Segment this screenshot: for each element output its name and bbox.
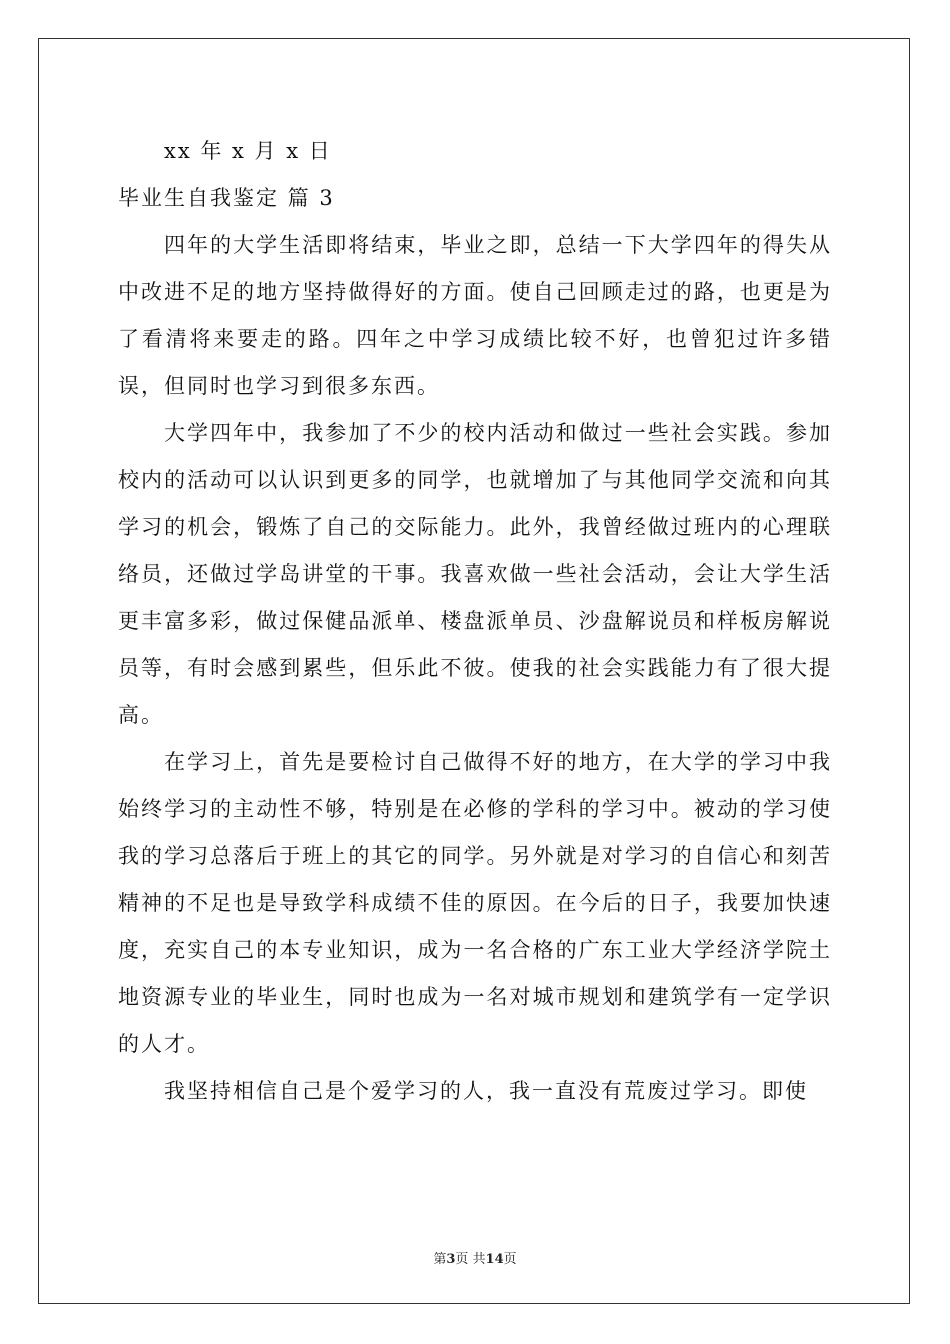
paragraph-4: 我坚持相信自己是个爱学习的人，我一直没有荒废过学习。即使 <box>164 1079 808 1103</box>
footer-current-page: 3 <box>446 1252 456 1267</box>
footer-total-pages: 14 <box>485 1252 504 1267</box>
page-footer <box>0 1248 950 1267</box>
section-title: 毕业生自我鉴定 篇 3 <box>118 186 335 210</box>
footer-prefix: 第 <box>433 1252 447 1267</box>
footer-middle: 页 共 <box>455 1252 486 1267</box>
document-body <box>118 128 832 1115</box>
paragraph-2: 大学四年中，我参加了不少的校内活动和做过一些社会实践。参加校内的活动可以认识到更多的同学，也就增加了与其他同学交流和向其学习的机会，锻炼了自己的交际能力。此外，我曾经做过班内的心理联络员，还做过学岛讲堂的干事。我喜欢做一些社会活动，会让大学生活更丰富多彩，做过保健品派单、楼盘派单员、沙盘解说员和样板房解说员等，有时会感到累些，但乐此不彼。使我的社会实践能力有了很大提高。 <box>118 421 832 727</box>
paragraph-1: 四年的大学生活即将结束，毕业之即，总结一下大学四年的得失从中改进不足的地方坚持做得好的方面。使自己回顾走过的路，也更是为了看清将来要走的路。四年之中学习成绩比较不好，也曾犯过许多错误，但同时也学习到很多东西。 <box>118 233 832 398</box>
date-line: xx 年 x 月 x 日 <box>164 139 332 163</box>
paragraph-3: 在学习上，首先是要检讨自己做得不好的地方，在大学的学习中我始终学习的主动性不够，特别是在必修的学科的学习中。被动的学习使我的学习总落后于班上的其它的同学。另外就是对学习的自信心和刻苦精神的不足也是导致学科成绩不佳的原因。在今后的日子，我要加快速度，充实自己的本专业知识，成为一名合格的广东工业大学经济学院土地资源专业的毕业生，同时也成为一名对城市规划和建筑学有一定学识的人才。 <box>118 750 832 1056</box>
footer-suffix: 页 <box>503 1252 517 1267</box>
